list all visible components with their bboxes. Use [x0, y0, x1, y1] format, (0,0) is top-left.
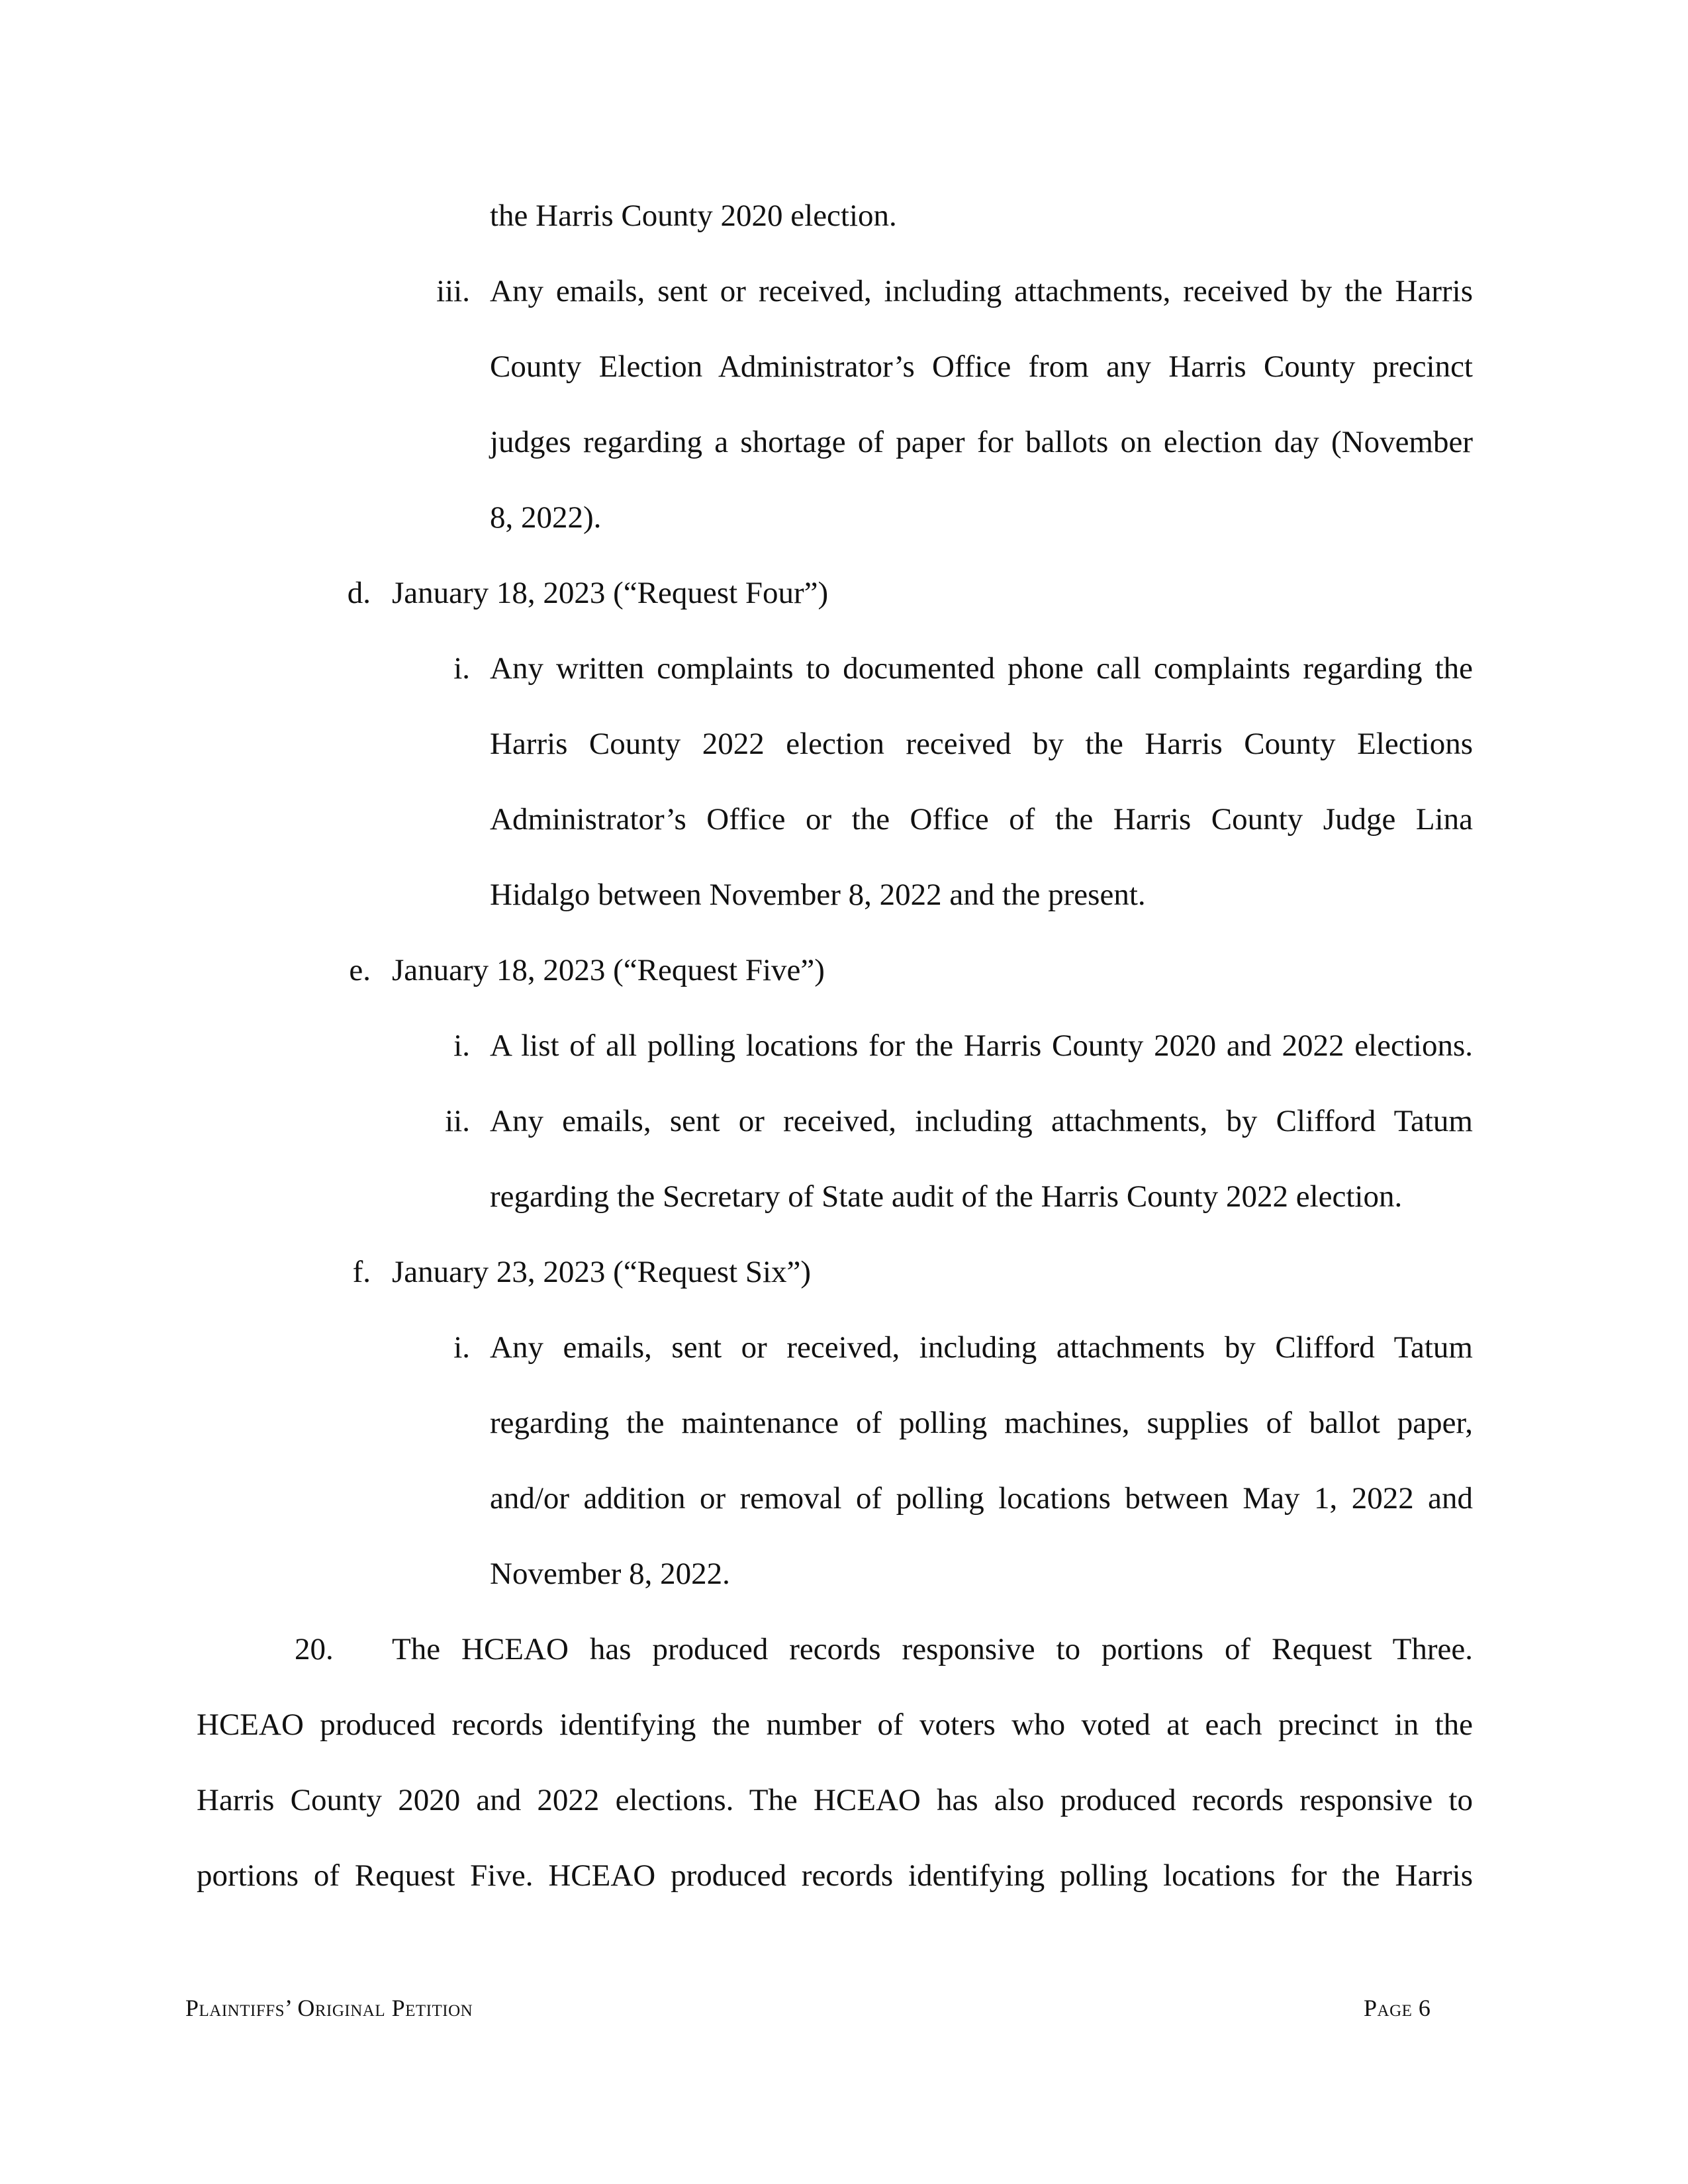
- paragraph-line: HCEAO produced records identifying the number of voters who voted at each precinct in the: [197, 1707, 1473, 1742]
- list-item-line: 8, 2022).: [490, 500, 602, 535]
- list-marker: d.: [347, 576, 371, 610]
- list-marker: i.: [453, 651, 470, 686]
- list-item-line: Any emails, sent or received, including attachments by Clifford Tatum: [490, 1330, 1473, 1365]
- paragraph-line: The HCEAO has produced records responsive to portions of Request Three.: [392, 1632, 1473, 1666]
- list-item-line: Harris County 2022 election received by the Harris County Elections: [490, 727, 1473, 761]
- list-item-line: November 8, 2022.: [490, 1557, 730, 1591]
- footer-page-number: Page 6: [1364, 1995, 1431, 2021]
- list-item-line: Administrator’s Office or the Office of the Harris County Judge Lina: [490, 802, 1473, 837]
- list-item-line: and/or addition or removal of polling locations between May 1, 2022 and: [490, 1481, 1473, 1516]
- footer-document-title: Plaintiffs’ Original Petition: [185, 1995, 473, 2021]
- paragraph-line: Harris County 2020 and 2022 elections. The HCEAO has also produced records responsive to: [197, 1783, 1473, 1817]
- list-marker: ii.: [445, 1104, 470, 1138]
- list-item-line: Any written complaints to documented phone call complaints regarding the: [490, 651, 1473, 686]
- paragraph-number: 20.: [295, 1632, 334, 1666]
- list-marker: f.: [352, 1255, 371, 1289]
- list-marker: e.: [349, 953, 371, 987]
- list-item-line: Any emails, sent or received, including attachments, by Clifford Tatum: [490, 1104, 1473, 1138]
- list-marker: i.: [453, 1330, 470, 1365]
- continuation-line: the Harris County 2020 election.: [490, 199, 897, 233]
- list-item-line: Any emails, sent or received, including attachments, received by the Harris: [490, 274, 1473, 308]
- list-item-line: judges regarding a shortage of paper for ballots on election day (November: [490, 425, 1473, 459]
- list-marker: i.: [453, 1028, 470, 1063]
- request-heading: January 18, 2023 (“Request Four”): [392, 576, 829, 610]
- list-marker: iii.: [436, 274, 470, 308]
- request-heading: January 23, 2023 (“Request Six”): [392, 1255, 812, 1289]
- list-item-line: regarding the Secretary of State audit of the Harris County 2022 election.: [490, 1179, 1403, 1214]
- list-item-line: County Election Administrator’s Office from any Harris County precinct: [490, 349, 1473, 384]
- list-item-line: A list of all polling locations for the Harris County 2020 and 2022 elections.: [490, 1028, 1473, 1063]
- paragraph-line: portions of Request Five. HCEAO produced records identifying polling locations for the Harris: [197, 1858, 1473, 1893]
- request-heading: January 18, 2023 (“Request Five”): [392, 953, 825, 987]
- list-item-line: Hidalgo between November 8, 2022 and the present.: [490, 878, 1146, 912]
- list-item-line: regarding the maintenance of polling machines, supplies of ballot paper,: [490, 1406, 1473, 1440]
